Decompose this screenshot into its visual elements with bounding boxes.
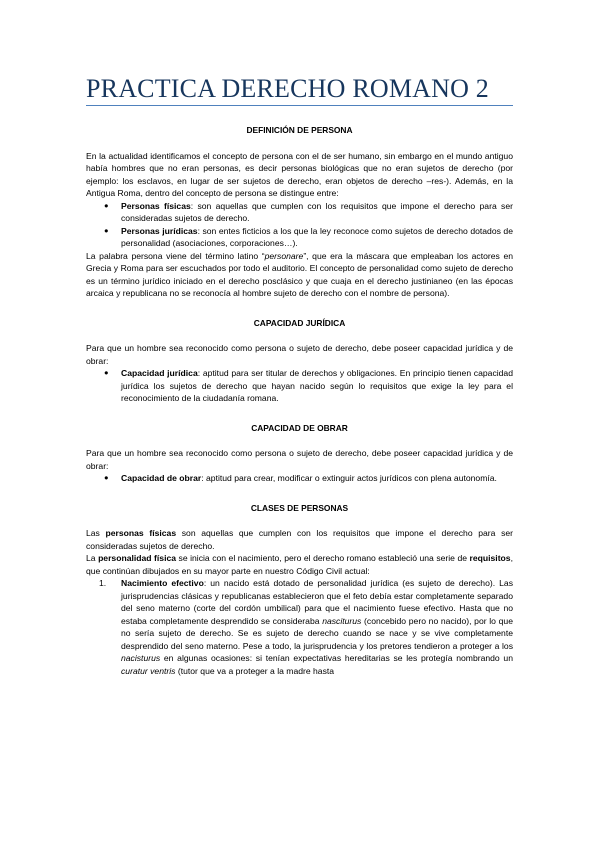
list-item xyxy=(121,225,513,250)
paragraph xyxy=(86,552,513,577)
term: Capacidad de obrar xyxy=(121,473,202,483)
list-item-text: : aptitud para ser titular de derechos y obligaciones. En principio tienen capacidad jurídica los sujetos de derecho que hayan nacido según lo requisitos que exige la ley para el reconocimiento de la ciudadanía romana. xyxy=(121,368,513,403)
bold-term: personas físicas xyxy=(105,528,177,538)
list-item xyxy=(121,367,513,405)
italic-term: curatur ventris xyxy=(121,665,176,676)
section-heading-clases: CLASES DE PERSONAS xyxy=(250,502,349,513)
text-run: Las xyxy=(86,528,106,538)
bullet-list xyxy=(86,367,513,405)
list-item-text: : aptitud para crear, modificar o extinguir actos jurídicos con plena autonomía. xyxy=(201,473,497,483)
text-run: (concebido pero no nacido), por lo que no sería sujeto de derecho. Se es sujeto de derecho cuando se nace y se vive completamente desprendido del seno materno. Pese a todo, la jurisprudencia y los pretores tendieron a proteger a los xyxy=(121,615,513,651)
text-run: son aquellas que cumplen con los requisitos que impone el derecho para ser consideradas sujetos de derecho. xyxy=(86,528,514,551)
list-item xyxy=(121,472,513,485)
term: Personas jurídicas xyxy=(121,225,198,236)
paragraph: En la actualidad identificamos el concepto de persona con el de ser humano, sin embargo en el mundo antiguo había hombres que no eran personas, es decir personas biológicas que no eran sujetos de derecho (por ejemplo: los esclavos, en lugar de ser sujetos de derecho, eran objetos de derecho –res-). Además, en la Antigua Roma, dentro del concepto de persona se distingue entre: xyxy=(86,150,513,198)
list-item-text: : son aquellas que cumplen con los requisitos que impone el derecho para ser consideradas sujetos de derecho. xyxy=(121,200,513,223)
bullet-list xyxy=(86,472,513,485)
list-item xyxy=(99,577,514,677)
document-body xyxy=(86,124,513,677)
term: Nacimiento efectivo xyxy=(121,578,204,588)
text-run: , que continúan dibujados en su mayor parte en nuestro Código Civil actual: xyxy=(86,553,513,576)
text-run: se inicia con el nacimiento, pero el derecho romano estableció una serie de xyxy=(176,553,470,563)
text-run: La palabra persona viene del término latino “ xyxy=(86,250,265,261)
paragraph: Para que un hombre sea reconocido como persona o sujeto de derecho, debe poseer capacidad jurídica y de obrar: xyxy=(86,448,513,471)
page-title: PRACTICA DERECHO ROMANO 2 xyxy=(86,74,489,103)
section-heading-definicion: DEFINICIÓN DE PERSONA xyxy=(246,125,353,135)
section-heading-capacidad-juridica: CAPACIDAD JURÍDICA xyxy=(253,317,346,328)
numbered-list xyxy=(86,577,513,677)
bold-term: personalidad física xyxy=(98,553,177,563)
text-run: La xyxy=(86,553,99,563)
paragraph xyxy=(86,527,513,552)
term: Personas físicas xyxy=(121,200,191,211)
text-run: (tutor que va a proteger a la madre hasta xyxy=(175,665,335,676)
paragraph: Para que un hombre sea reconocido como persona o sujeto de derecho, debe poseer capacidad jurídica y de obrar: xyxy=(86,343,513,366)
title-underline xyxy=(86,105,513,106)
paragraph xyxy=(86,250,513,300)
italic-term: nasciturus xyxy=(322,615,362,626)
text-run: : un nacido está dotado de personalidad jurídica (es sujeto de derecho). Las jurisprudencias clásicas y republicanas establecieron que el feto debía estar completamente separado del seno materno (corte del cordón umbilical) para que el nacimiento fuese efectivo. Hasta que no estaba completamente desprendido se consideraba xyxy=(121,578,514,626)
list-item xyxy=(121,200,513,225)
text-run: en algunas ocasiones: si tenían expectativas hereditarias se les protegía nombrando un xyxy=(160,653,513,663)
section-heading-capacidad-obrar: CAPACIDAD DE OBRAR xyxy=(251,422,348,433)
bold-term: requisitos xyxy=(469,553,511,563)
italic-term: nacisturus xyxy=(121,653,161,663)
text-run: ”, que era la máscara que empleaban los actores en Grecia y Roma para ser escuchados por todo el auditorio. El concepto de personalidad como sujeto de derecho es un término jurídico iniciado en el derecho posclásico y que cuaja en el derecho justinianeo (en las épocas arcaica y republicana no se reconocía al hombre sujeto de derecho con el nombre de persona). xyxy=(86,250,513,298)
term: Capacidad jurídica xyxy=(121,368,198,378)
bullet-list xyxy=(86,200,513,250)
italic-term: personare xyxy=(264,250,304,261)
list-item-text: : son entes ficticios a los que la ley reconoce como sujetos de derecho dotados de personalidad (asociaciones, corporaciones…). xyxy=(121,225,513,248)
list-number: 1. xyxy=(99,578,107,588)
